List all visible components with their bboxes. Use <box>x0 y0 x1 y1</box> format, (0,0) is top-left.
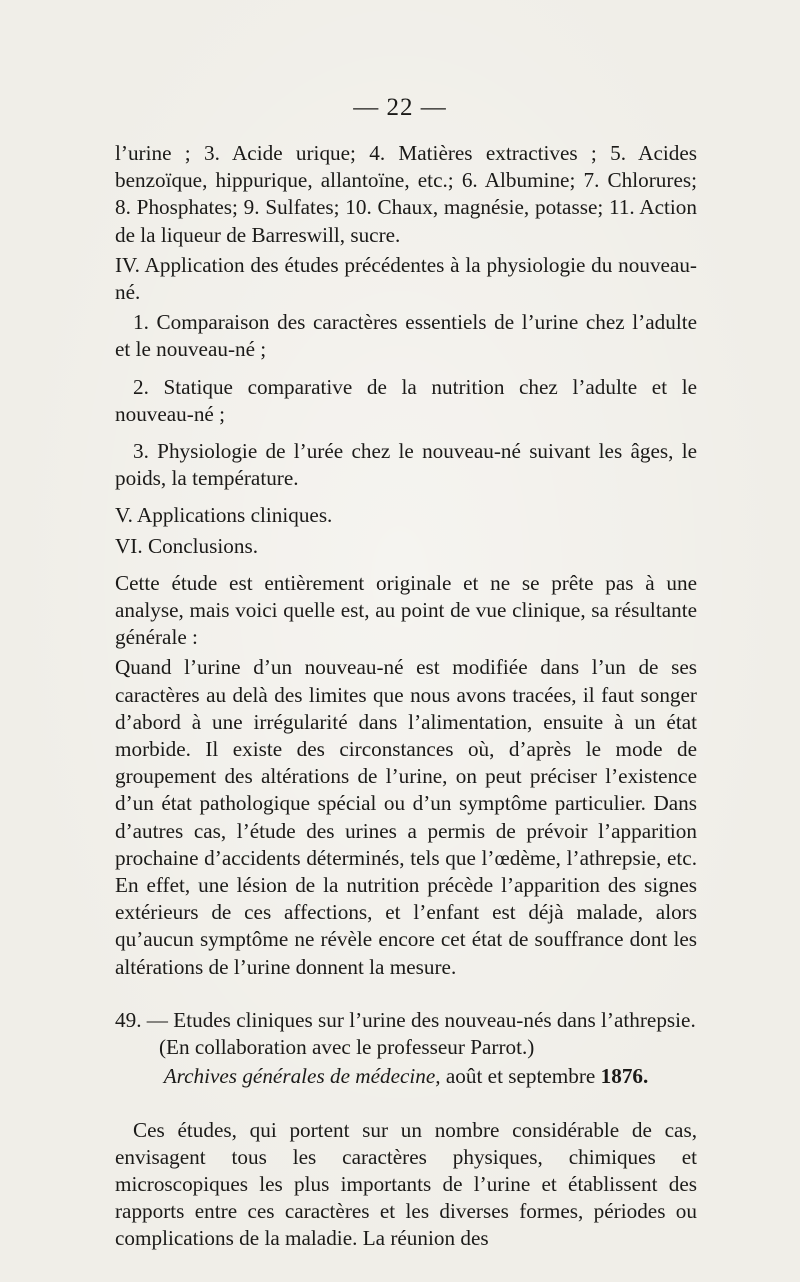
journal-year: 1876. <box>600 1064 649 1089</box>
entry-49-heading: 49. — Etudes cliniques sur l’urine des nouveau-nés dans l’athrepsie. (En collaboration avec le professeur Parrot.) <box>115 1007 696 1060</box>
toc-item-1: 1. Comparaison des caractères essentiels de l’urine chez l’adulte et le nouveau-né ; <box>115 310 697 362</box>
toc-item-2: 2. Statique comparative de la nutrition chez l’adulte et le nouveau-né ; <box>115 374 697 426</box>
toc-item-3: 3. Physiologie de l’urée chez le nouveau-né suivant les âges, le poids, la température. <box>115 439 697 491</box>
body-paragraph-2: Quand l’urine d’un nouveau-né est modifiée dans l’un de ses caractères au delà des limites que nous avons tracées, il faut songer d’abord à une irrégularité dans l’alimentation, ensuite à un état morbide. Il existe des circonstances où, d’après le mode de groupement des altérations de l’urine, on peut préciser l’existence d’un état pathologique spécial ou d’un symptôme particulier. Dans d’autres cas, l’étude des urines a permis de prévoir l’apparition prochaine d’accidents déterminés, tels que l’œdème, l’athrepsie, etc. En effet, une lésion de la nutrition précède l’apparition des signes extérieurs de ces affections, et l’enfant est déjà malade, alors qu’aucun symptôme ne révèle encore cet état de souffrance dont les altérations de l’urine donnent la mesure. <box>115 655 697 979</box>
toc-section-vi: VI. Conclusions. <box>115 533 259 558</box>
toc-section-iv: IV. Application des études précédentes à la physiologie du nouveau-né. <box>115 252 697 305</box>
journal-date: août et septembre <box>440 1064 601 1089</box>
journal-title: Archives générales de médecine, <box>163 1064 441 1089</box>
toc-section-v: V. Applications cliniques. <box>115 503 333 528</box>
entry-49-journal-line <box>115 1063 697 1090</box>
toc-continuation: l’urine ; 3. Acide urique; 4. Matières extractives ; 5. Acides benzoïque, hippurique, allantoïne, etc.; 6. Albumine; 7. Chlorures; 8. Phosphates; 9. Sulfates; 10. Chaux, magnésie, potasse; 11. Action de la liqueur de Barreswill, sucre. <box>115 141 697 247</box>
entry-49-paragraph: Ces études, qui portent sur un nombre considérable de cas, envisagent tous les caractères physiques, chimiques et microscopiques les plus importants de l’urine et établissent des rapports entre ces caractères et les diverses formes, périodes ou complications de la maladie. La réunion des <box>115 1117 697 1251</box>
page-content <box>115 140 697 1253</box>
body-paragraph-1: Cette étude est entièrement originale et ne se prête pas à une analyse, mais voici quelle est, au point de vue clinique, sa résultante générale : <box>115 570 697 650</box>
page-number: — 22 — <box>353 94 447 121</box>
